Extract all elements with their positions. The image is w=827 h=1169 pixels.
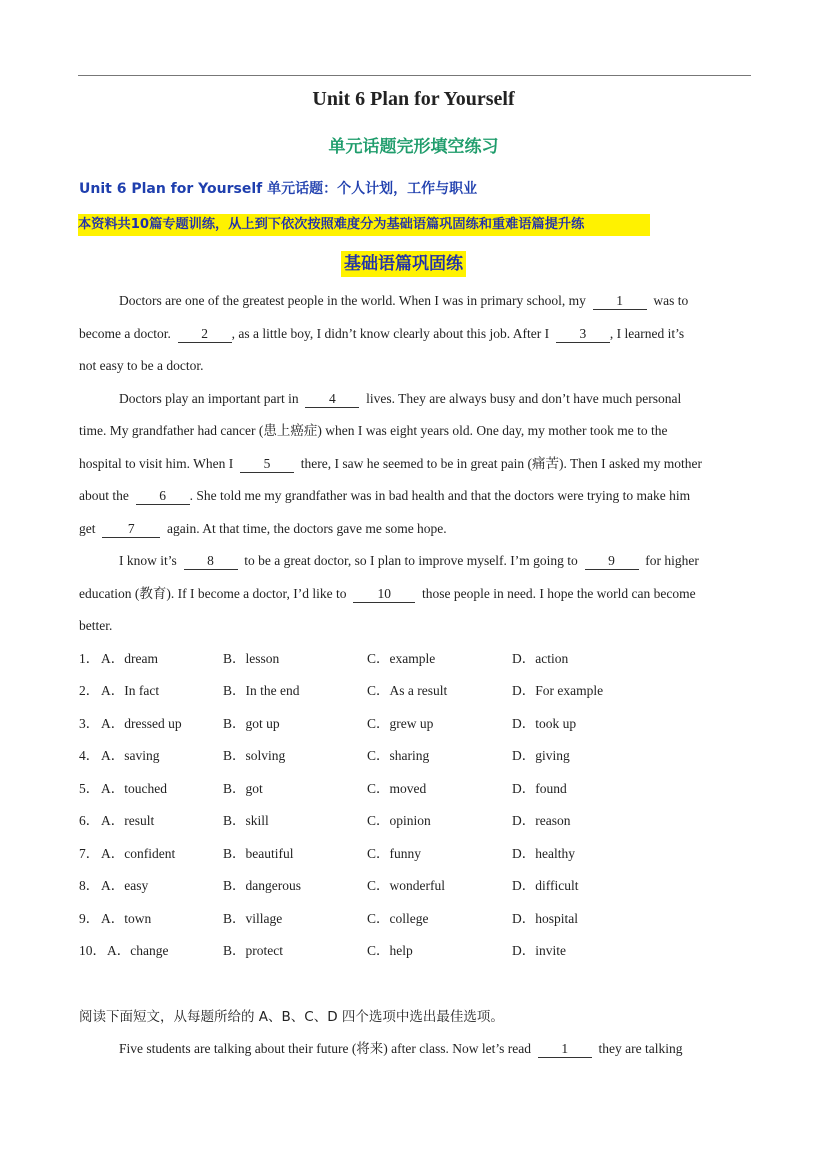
reading-instruction: 阅读下面短文，从每题所给的 A、B、C、D 四个选项中选出最佳选项。 <box>79 1009 504 1025</box>
option-a[interactable]: A．dressed up <box>101 716 182 731</box>
header-rule <box>78 75 751 76</box>
question-number: 2． <box>79 683 100 698</box>
option-b[interactable]: B．In the end <box>223 683 300 698</box>
question-number: 7． <box>79 846 100 861</box>
page-subtitle: 单元话题完形填空练习 <box>328 137 499 157</box>
option-b[interactable]: B．protect <box>223 943 283 958</box>
option-b[interactable]: B．beautiful <box>223 846 294 861</box>
option-c[interactable]: C．sharing <box>367 748 430 763</box>
blank-3: 3 <box>556 326 610 343</box>
section-heading: 基础语篇巩固练 <box>341 251 466 277</box>
option-a[interactable]: A．In fact <box>101 683 160 698</box>
option-a[interactable]: A．touched <box>101 781 167 796</box>
passage-line: education (教育). If I become a doctor, I’d like to 10 those people in need. I hope the world can become <box>79 586 696 601</box>
passage-line: Five students are talking about their future (将来) after class. Now let’s read 1 they are talking <box>119 1041 683 1056</box>
option-a[interactable]: A．town <box>101 911 152 926</box>
option-b[interactable]: B．got up <box>223 716 280 731</box>
question-number: 8． <box>79 878 100 893</box>
question-number: 10． <box>79 943 106 958</box>
option-d[interactable]: D．For example <box>512 683 604 698</box>
notice-banner: 本资料共10篇专题训练，从上到下依次按照难度分为基础语篇巩固练和重难语篇提升练 <box>78 214 650 236</box>
option-c[interactable]: C．opinion <box>367 813 431 828</box>
passage-line: Doctors are one of the greatest people in the world. When I was in primary school, my 1 was to <box>119 293 689 308</box>
blank-9: 9 <box>585 553 639 570</box>
option-d[interactable]: D．took up <box>512 716 577 731</box>
option-d[interactable]: D．hospital <box>512 911 578 926</box>
option-c[interactable]: C．moved <box>367 781 427 796</box>
option-c[interactable]: C．funny <box>367 846 421 861</box>
question-number: 6． <box>79 813 100 828</box>
blank-1: 1 <box>538 1041 592 1058</box>
option-d[interactable]: D．reason <box>512 813 571 828</box>
blank-4: 4 <box>305 391 359 408</box>
option-d[interactable]: D．action <box>512 651 569 666</box>
option-d[interactable]: D．found <box>512 781 567 796</box>
option-d[interactable]: D．invite <box>512 943 566 958</box>
passage-line: better. <box>79 618 113 633</box>
blank-6: 6 <box>136 488 190 505</box>
passage-line: become a doctor. 2 , as a little boy, I didn’t know clearly about this job. After I 3 , I learned it’s <box>79 326 685 341</box>
blank-1: 1 <box>593 293 647 310</box>
option-a[interactable]: A．dream <box>101 651 158 666</box>
option-d[interactable]: D．healthy <box>512 846 575 861</box>
option-d[interactable]: D．difficult <box>512 878 579 893</box>
option-c[interactable]: C．As a result <box>367 683 448 698</box>
passage-line: hospital to visit him. When I 5 there, I saw he seemed to be in great pain (痛苦). Then I asked my mother <box>79 456 702 471</box>
passage-line: not easy to be a doctor. <box>79 358 204 373</box>
blank-2: 2 <box>178 326 232 343</box>
option-a[interactable]: A．easy <box>101 878 149 893</box>
option-a[interactable]: A．change <box>107 943 169 958</box>
option-c[interactable]: C．help <box>367 943 413 958</box>
passage-line: get 7 again. At that time, the doctors gave me some hope. <box>79 521 447 536</box>
option-b[interactable]: B．lesson <box>223 651 280 666</box>
option-a[interactable]: A．result <box>101 813 155 828</box>
page-title: Unit 6 Plan for Yourself <box>312 88 515 110</box>
question-number: 9． <box>79 911 100 926</box>
passage-line: time. My grandfather had cancer (患上癌症) when I was eight years old. One day, my mother took me to the <box>79 423 668 438</box>
question-number: 3． <box>79 716 100 731</box>
blank-5: 5 <box>240 456 294 473</box>
question-number: 1． <box>79 651 100 666</box>
option-c[interactable]: C．example <box>367 651 436 666</box>
unit-topic: Unit 6 Plan for Yourself 单元话题：个人计划，工作与职业 <box>79 181 478 197</box>
option-a[interactable]: A．confident <box>101 846 176 861</box>
option-b[interactable]: B．got <box>223 781 263 796</box>
option-c[interactable]: C．wonderful <box>367 878 445 893</box>
question-number: 4． <box>79 748 100 763</box>
option-b[interactable]: B．dangerous <box>223 878 301 893</box>
option-a[interactable]: A．saving <box>101 748 160 763</box>
passage-line: Doctors play an important part in 4 lives. They are always busy and don’t have much personal <box>119 391 682 406</box>
option-c[interactable]: C．college <box>367 911 429 926</box>
blank-8: 8 <box>184 553 238 570</box>
blank-7: 7 <box>102 521 160 538</box>
passage-line: about the 6 . She told me my grandfather was in bad health and that the doctors were trying to make him <box>79 488 691 503</box>
blank-10: 10 <box>353 586 415 603</box>
question-number: 5． <box>79 781 100 796</box>
option-b[interactable]: B．village <box>223 911 283 926</box>
option-c[interactable]: C．grew up <box>367 716 434 731</box>
option-b[interactable]: B．skill <box>223 813 269 828</box>
option-d[interactable]: D．giving <box>512 748 570 763</box>
option-b[interactable]: B．solving <box>223 748 286 763</box>
passage-line: I know it’s 8 to be a great doctor, so I plan to improve myself. I’m going to 9 for higher <box>119 553 699 568</box>
